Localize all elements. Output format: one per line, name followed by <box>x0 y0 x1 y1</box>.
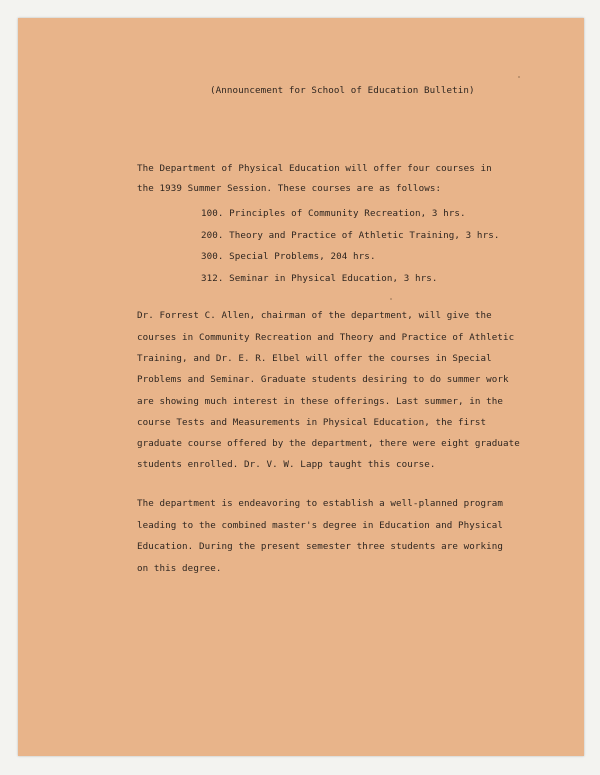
paragraph-line: Education. During the present semester three students are working <box>137 541 504 552</box>
paragraph-line: on this degree. <box>137 563 222 574</box>
intro-line: The Department of Physical Education will offer four courses in <box>137 163 492 174</box>
paragraph-line: courses in Community Recreation and Theory and Practice of Athletic <box>137 332 515 343</box>
paragraph-line: course Tests and Measurements in Physical Education, the first <box>137 417 487 428</box>
paragraph-line: Training, and Dr. E. R. Elbel will offer the courses in Special <box>137 353 492 364</box>
course-item: 200. Theory and Practice of Athletic Training, 3 hrs. <box>201 230 500 241</box>
paragraph-line: Dr. Forrest C. Allen, chairman of the department, will give the <box>137 310 492 321</box>
paragraph-line: graduate course offered by the department, there were eight graduate <box>137 438 520 449</box>
document-page <box>18 18 584 756</box>
paper-speck <box>518 76 520 78</box>
announcement-heading: (Announcement for School of Education Bulletin) <box>210 85 475 96</box>
course-item: 300. Special Problems, 204 hrs. <box>201 251 376 262</box>
paragraph-line: leading to the combined master's degree in Education and Physical <box>137 520 504 531</box>
course-item: 312. Seminar in Physical Education, 3 hrs. <box>201 273 438 284</box>
paper-speck <box>390 298 392 300</box>
course-item: 100. Principles of Community Recreation, 3 hrs. <box>201 208 466 219</box>
intro-line: the 1939 Summer Session. These courses are as follows: <box>137 183 442 194</box>
paragraph-line: Problems and Seminar. Graduate students desiring to do summer work <box>137 374 509 385</box>
paragraph-line: are showing much interest in these offerings. Last summer, in the <box>137 396 504 407</box>
paragraph-line: students enrolled. Dr. V. W. Lapp taught this course. <box>137 459 436 470</box>
paragraph-line: The department is endeavoring to establish a well-planned program <box>137 498 504 509</box>
